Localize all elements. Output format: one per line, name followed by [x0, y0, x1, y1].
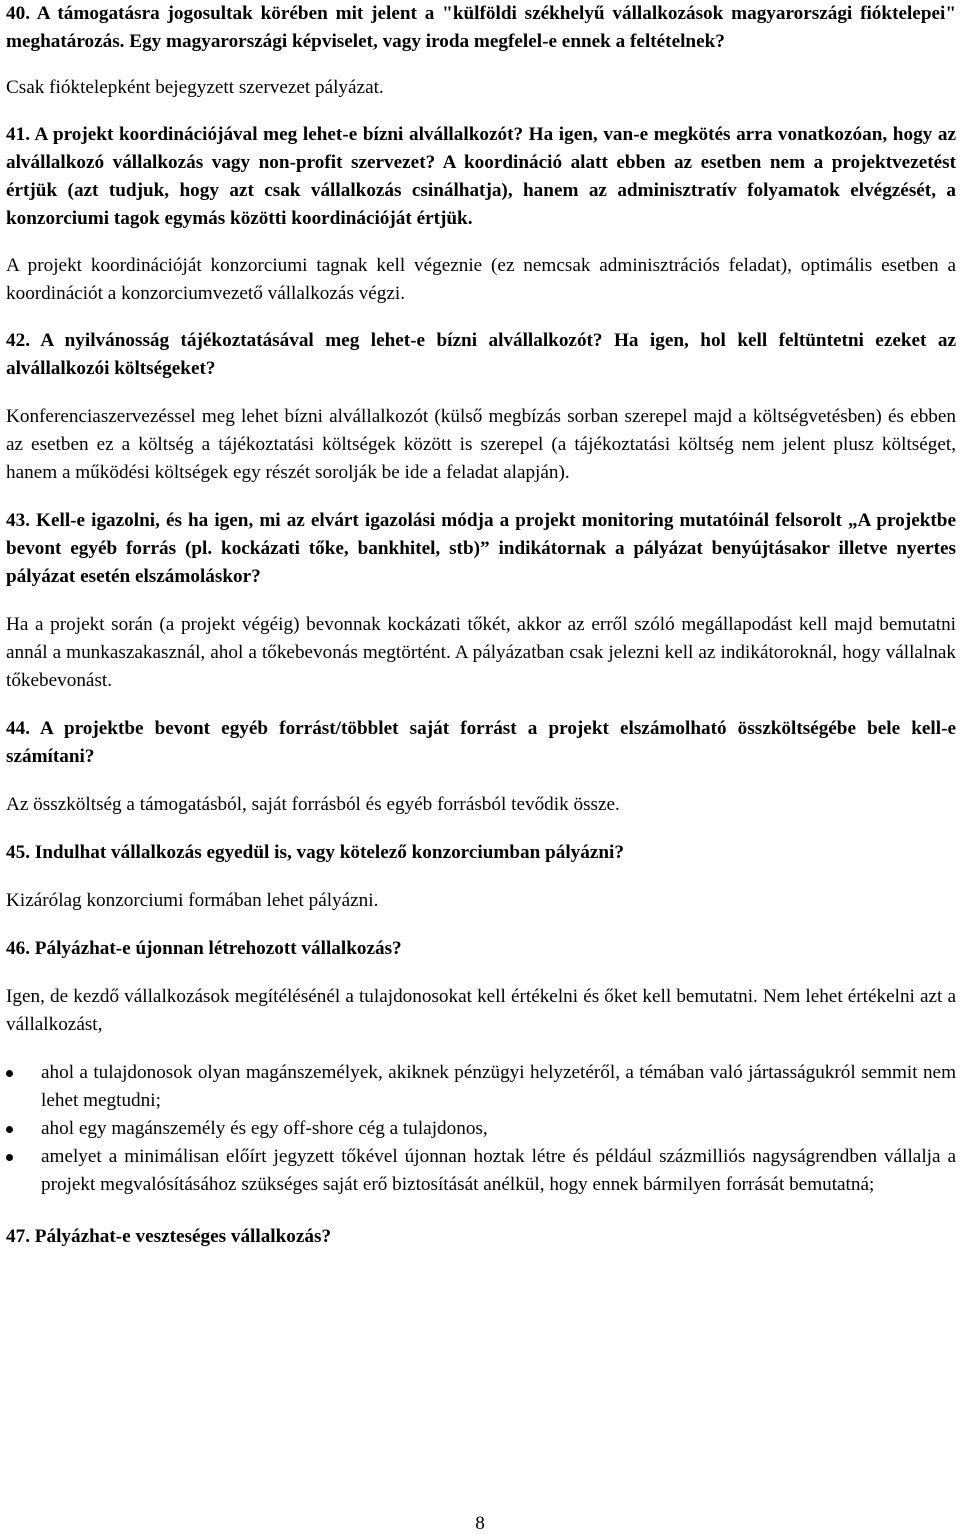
question-42: 42. A nyilvánosság tájékoztatásával meg lehet-e bízni alvállalkozót? Ha igen, hol kell feltüntetni ezeket az alvállalkozói költségeket? [6, 330, 956, 379]
bullet-icon [6, 1126, 13, 1133]
document-page [6, 0, 956, 1251]
question-43: 43. Kell-e igazolni, és ha igen, mi az elvárt igazolási módja a projekt monitoring mutatóinál felsorolt „A projektbe bevont egyéb forrás (pl. kockázati tőke, bankhitel, stb)” indikátornak a pályázat benyújtásakor illetve nyertes pályázat esetén elszámoláskor? [6, 510, 956, 587]
list-item: ahol a tulajdonosok olyan magánszemélyek, akiknek pénzügyi helyzetéről, a témában való jártasságukról semmit nem lehet megtudni; [6, 1059, 956, 1115]
list-item: ahol egy magánszemély és egy off-shore cég a tulajdonos, [6, 1115, 956, 1143]
answer-40: Csak fióktelepként bejegyzett szervezet pályázat. [6, 77, 384, 98]
list-item: amelyet a minimálisan előírt jegyzett tőkével újonnan hoztak létre és például százmilliós nagyságrendben vállalja a projekt megvalósításához szükséges saját erő biztosítását anélkül, hogy ennek bármilyen forrását bemutatná; [6, 1143, 956, 1199]
bullet-icon [6, 1154, 13, 1161]
question-46: 46. Pályázhat-e újonnan létrehozott vállalkozás? [6, 938, 402, 959]
answer-41: A projekt koordinációját konzorciumi tagnak kell végeznie (ez nemcsak adminisztrációs feladat), optimális esetben a koordinációt a konzorciumvezető vállalkozás végzi. [6, 255, 956, 304]
answer-42: Konferenciaszervezéssel meg lehet bízni alvállalkozót (külső megbízás sorban szerepel majd a költségvetésben) és ebben az esetben ez a költség a tájékoztatási költségek között is szerepel (a tájékoztatási költség nem jelent plusz költséget, hanem a működési költségek egy részét sorolják be ide a feladat alapján). [6, 406, 956, 483]
bullet-icon [6, 1070, 13, 1077]
question-41: 41. A projekt koordinációjával meg lehet-e bízni alvállalkozót? Ha igen, van-e megkötés arra vonatkozóan, hogy az alvállalkozó vállalkozás vagy non-profit szervezet? A koordináció alatt ebben az esetben nem a projektvezetést értjük (azt tudjuk, hogy azt csak vállalkozás csinálhatja), hanem az adminisztratív folyamatok elvégzését, a konzorciumi tagok egymás közötti koordinációját értjük. [6, 124, 956, 229]
question-40: 40. A támogatásra jogosultak körében mit jelent a "külföldi székhelyű vállalkozások magyarországi fióktelepei" meghatározás. Egy magyarországi képviselet, vagy iroda megfelel-e ennek a feltételnek? [6, 3, 956, 52]
answer-45: Kizárólag konzorciumi formában lehet pályázni. [6, 890, 379, 911]
answer-43: Ha a projekt során (a projekt végéig) bevonnak kockázati tőkét, akkor az erről szóló megállapodást kell majd bemutatni annál a munkaszakasznál, ahol a tőkebevonás megtörtént. A pályázatban csak jelezni kell az indikátoroknál, hogy vállalnak tőkebevonást. [6, 614, 956, 691]
criteria-list [6, 1059, 956, 1199]
question-44: 44. A projektbe bevont egyéb forrást/többlet saját forrást a projekt elszámolható összköltségébe bele kell-e számítani? [6, 718, 956, 767]
answer-46: Igen, de kezdő vállalkozások megítélésénél a tulajdonosokat kell értékelni és őket kell bemutatni. Nem lehet értékelni azt a vállalkozást, [6, 986, 956, 1035]
question-47: 47. Pályázhat-e veszteséges vállalkozás? [6, 1226, 332, 1247]
page-number: 8 [475, 1513, 485, 1534]
question-45: 45. Indulhat vállalkozás egyedül is, vagy kötelező konzorciumban pályázni? [6, 842, 624, 863]
answer-44: Az összköltség a támogatásból, saját forrásból és egyéb forrásból tevődik össze. [6, 794, 620, 815]
